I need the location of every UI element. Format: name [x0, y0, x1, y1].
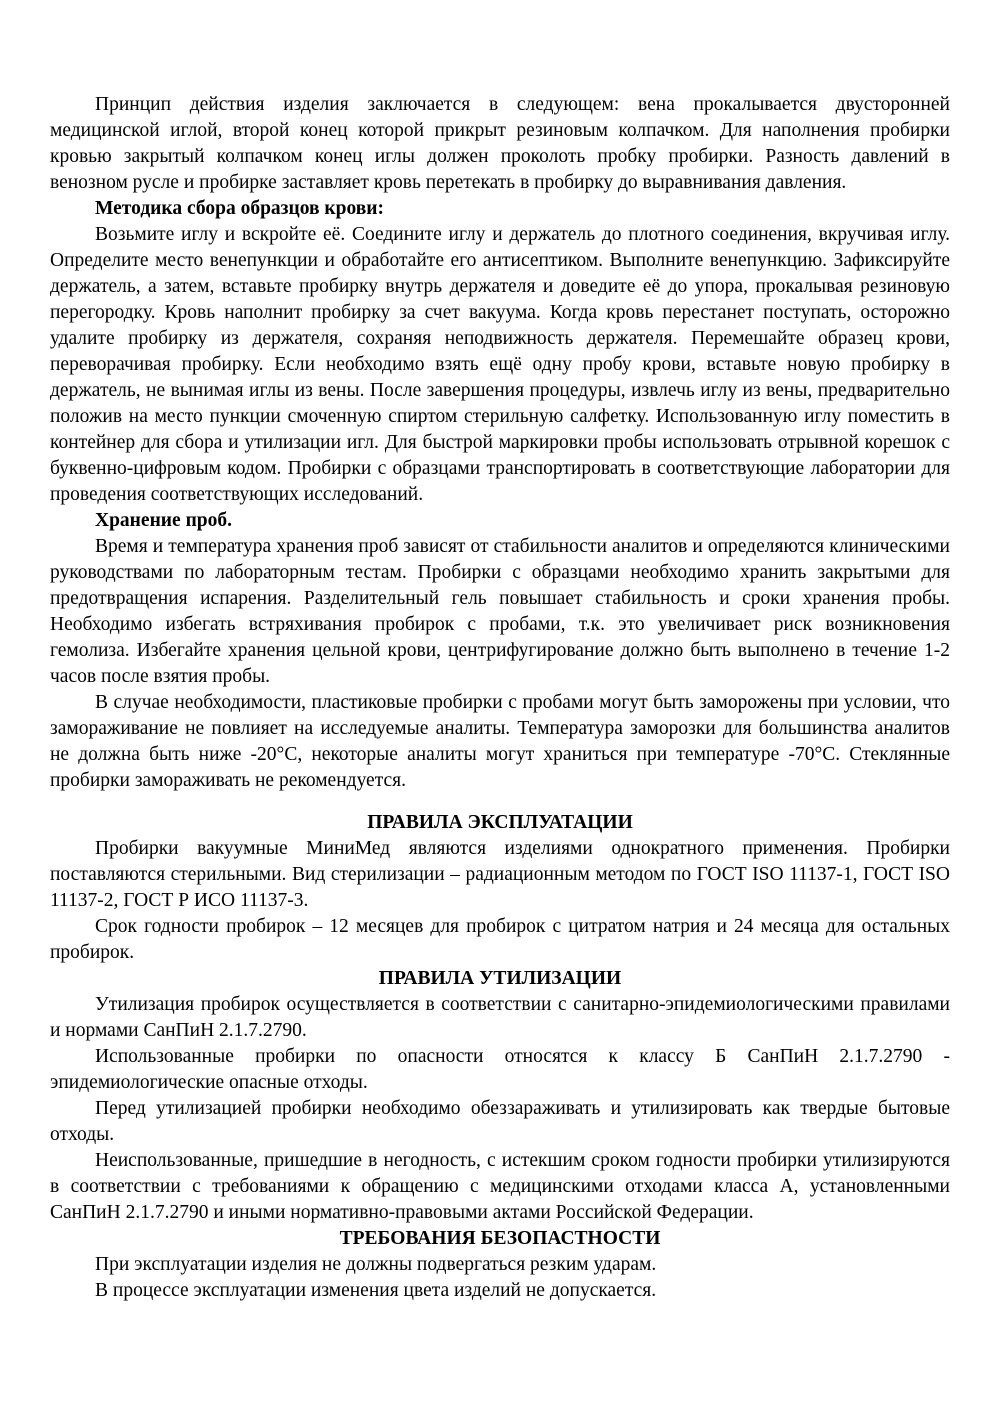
paragraph-storage-conditions: Время и температура хранения проб зависят от стабильности аналитов и определяются клиническими руководствами по лабораторным тестам. Пробирки с образцами необходимо хранить закрытыми для предотвращения испарения. Разделительный гель повышает стабильность и сроки хранения пробы. Необходимо избегать встряхивания пробирок с пробами, т.к. это увеличивает риск возникновения гемолиза. Избегайте хранения цельной крови, центрифугирование должно быть выполнено в течение 1-2 часов после взятия пробы.: [50, 536, 950, 687]
paragraph-used-tubes-class-b: Использованные пробирки по опасности относятся к классу Б СанПиН 2.1.7.2790 - эпидемиологические опасные отходы.: [50, 1046, 950, 1093]
heading-sample-storage: Хранение проб.: [95, 510, 233, 531]
heading-safety-requirements: ТРЕБОВАНИЯ БЕЗОПАСТНОСТИ: [339, 1228, 661, 1249]
paragraph-collection-procedure: Возьмите иглу и вскройте её. Соедините иглу и держатель до плотного соединения, вкручивая иглу. Определите место венепункции и обработайте его антисептиком. Выполните венепункцию. Зафиксируйте держатель, а затем, вставьте пробирку внутрь держателя и доведите её до упора, прокалывая резиновую перегородку. Кровь наполнит пробирку за счет вакуума. Когда кровь перестанет поступать, осторожно удалите пробирку из держателя, сохраняя неподвижность держателя. Перемешайте образец крови, переворачивая пробирку. Если необходимо взять ещё одну пробу крови, вставьте новую пробирку в держатель, не вынимая иглы из вены. После завершения процедуры, извлечь иглу из вены, предварительно положив на место пункции смоченную спиртом стерильную салфетку. Использованную иглу поместить в контейнер для сбора и утилизации игл. Для быстрой маркировки пробы использовать отрывной корешок с буквенно-цифровым кодом. Пробирки с образцами транспортировать в соответствующие лаборатории для проведения соответствующих исследований.: [50, 224, 950, 505]
heading-operation-rules: ПРАВИЛА ЭКСПЛУАТАЦИИ: [367, 812, 633, 833]
paragraph-principle-of-operation: Принцип действия изделия заключается в следующем: вена прокалывается двусторонней медицинской иглой, второй конец которой прикрыт резиновым колпачком. Для наполнения пробирки кровью закрытый колпачком конец иглы должен проколоть пробку пробирки. Разность давлений в венозном русле и пробирке заставляет кровь перетекать в пробирку до выравнивания давления.: [50, 94, 950, 193]
paragraph-unused-expired-tubes: Неиспользованные, пришедшие в негодность, с истекшим сроком годности пробирки утилизируются в соответствии с требованиями к обращению с медицинскими отходами класса А, установленными СанПиН 2.1.7.2790 и иными нормативно-правовыми актами Российской Федерации.: [50, 1150, 950, 1223]
heading-disposal-rules: ПРАВИЛА УТИЛИЗАЦИИ: [378, 968, 622, 989]
paragraph-no-color-change: В процессе эксплуатации изменения цвета изделий не допускается.: [95, 1280, 657, 1301]
paragraph-no-sharp-impacts: При эксплуатации изделия не должны подвергаться резким ударам.: [95, 1254, 657, 1275]
paragraph-shelf-life: Срок годности пробирок – 12 месяцев для пробирок с цитратом натрия и 24 месяца для остальных пробирок.: [50, 916, 950, 963]
paragraph-disposal-sanpin: Утилизация пробирок осуществляется в соответствии с санитарно-эпидемиологическими правилами и нормами СанПиН 2.1.7.2790.: [50, 994, 950, 1041]
paragraph-disinfection-before-disposal: Перед утилизацией пробирки необходимо обеззараживать и утилизировать как твердые бытовые отходы.: [50, 1098, 950, 1145]
paragraph-freezing-conditions: В случае необходимости, пластиковые пробирки с пробами могут быть заморожены при условии, что замораживание не повлияет на исследуемые аналиты. Температура заморозки для большинства аналитов не должна быть ниже -20°С, некоторые аналиты могут храниться при температуре -70°С. Стеклянные пробирки замораживать не рекомендуется.: [50, 692, 950, 791]
paragraph-single-use-sterilization: Пробирки вакуумные МиниМед являются изделиями однократного применения. Пробирки поставляются стерильными. Вид стерилизации – радиационным методом по ГОСТ ISO 11137-1, ГОСТ ISO 11137-2, ГОСТ Р ИСО 11137-3.: [50, 838, 950, 911]
heading-blood-sample-collection-method: Методика сбора образцов крови:: [95, 198, 385, 219]
